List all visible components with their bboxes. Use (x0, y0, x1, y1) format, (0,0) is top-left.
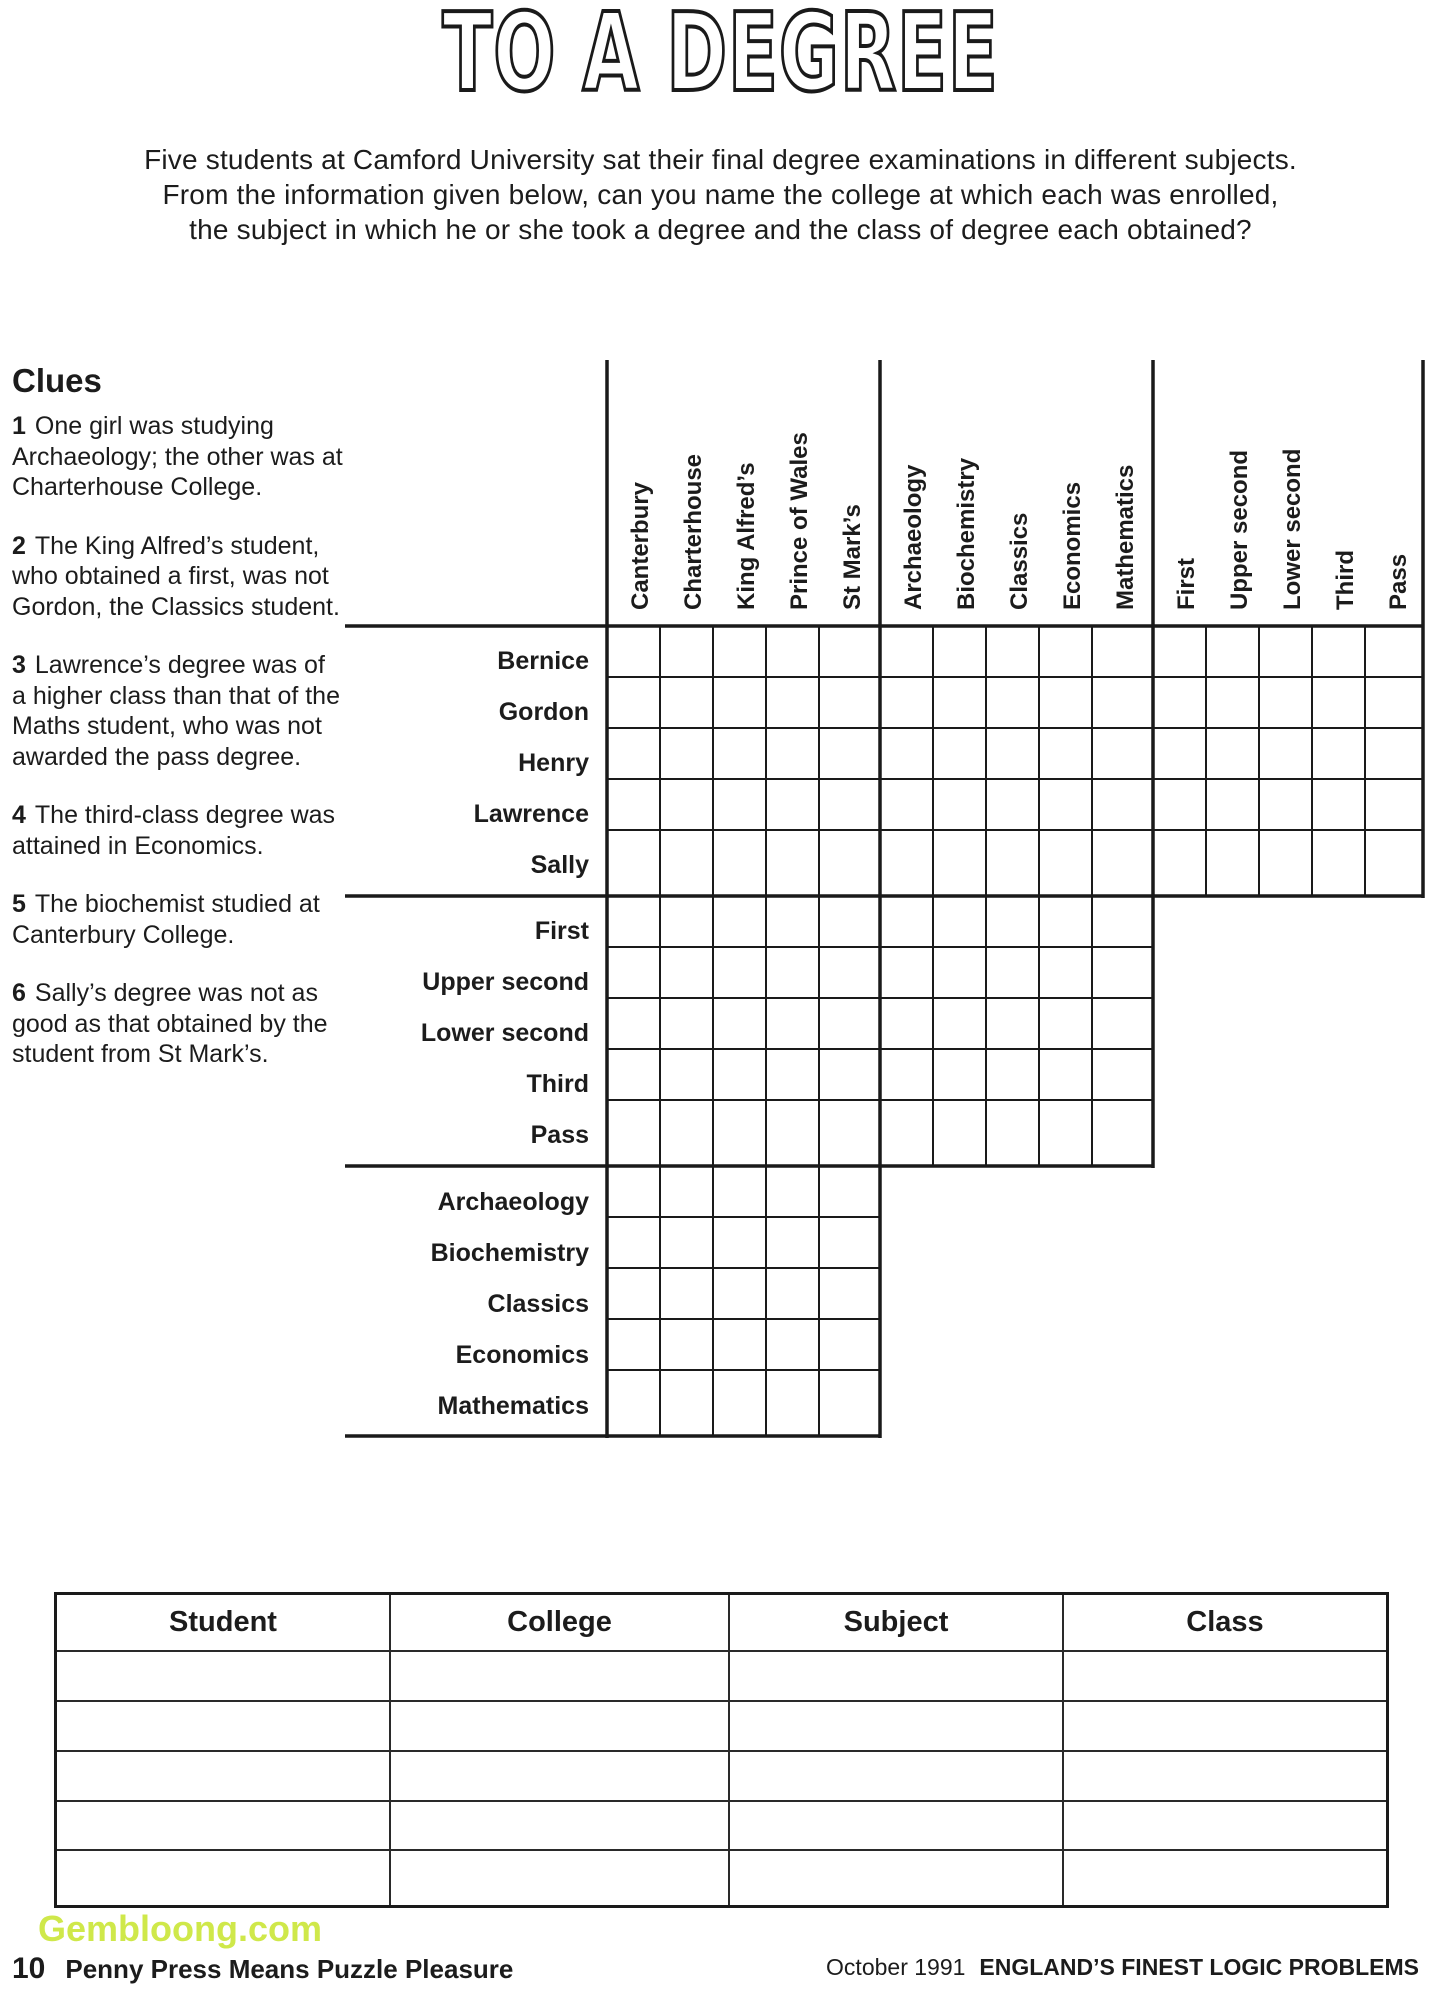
col-header-college: Canterbury (627, 481, 654, 610)
answer-cell[interactable] (1063, 1850, 1388, 1906)
col-header-subject: Economics (1059, 481, 1086, 610)
row-label-student: Henry (518, 749, 589, 777)
puzzle-title: TO A DEGREE (442, 0, 999, 116)
col-header-class: Upper second (1226, 449, 1253, 610)
page-number: 10 (12, 1952, 46, 1985)
answer-cell[interactable] (729, 1701, 1063, 1751)
row-label-subject: Classics (487, 1290, 589, 1318)
row-label-class: Lower second (420, 1019, 589, 1047)
answer-cell[interactable] (390, 1850, 729, 1906)
col-header-college: St Mark’s (839, 504, 866, 610)
answer-cell[interactable] (390, 1651, 729, 1701)
series-title: ENGLAND’S FINEST LOGIC PROBLEMS (979, 1954, 1419, 1980)
answer-cell[interactable] (1063, 1651, 1388, 1701)
clue-text: The biochemist studied at Canterbury College. (12, 890, 320, 949)
answer-cell[interactable] (56, 1751, 391, 1801)
answer-header: College (390, 1594, 729, 1652)
row-label-student: Gordon (498, 698, 589, 726)
answer-header: Class (1063, 1594, 1388, 1652)
row-label-subject: Archaeology (437, 1188, 589, 1216)
answer-cell[interactable] (1063, 1801, 1388, 1851)
intro-line: From the information given below, can you name the college at which each was enrolled, (162, 179, 1279, 210)
row-label-subject: Mathematics (437, 1392, 589, 1420)
col-header-subject: Archaeology (900, 464, 927, 610)
col-header-class: Lower second (1279, 448, 1306, 610)
clue-number: 2 (12, 531, 26, 560)
answer-cell[interactable] (390, 1701, 729, 1751)
footer-tagline: Penny Press Means Puzzle Pleasure (65, 1954, 514, 1984)
answer-cell[interactable] (1063, 1701, 1388, 1751)
answer-cell[interactable] (56, 1850, 391, 1906)
clues-heading: Clues (12, 362, 102, 399)
answer-cell[interactable] (56, 1801, 391, 1851)
clue-text: The third-class degree was attained in Economics. (12, 801, 336, 860)
footer-left (12, 1952, 513, 1986)
col-header-class: Pass (1385, 553, 1412, 610)
clue-text: One girl was studying Archaeology; the other was at Charterhouse College. (12, 412, 343, 501)
answer-cell[interactable] (729, 1751, 1063, 1801)
col-header-subject: Classics (1006, 512, 1033, 610)
clue-number: 5 (12, 890, 26, 918)
row-label-class: Third (526, 1070, 589, 1098)
col-header-subject: Biochemistry (953, 457, 980, 610)
answer-table (54, 1592, 1389, 1908)
intro-line: Five students at Camford University sat their final degree examinations in different subjects. (144, 144, 1297, 175)
answer-cell[interactable] (56, 1701, 391, 1751)
clue-number: 3 (12, 651, 26, 679)
clue-number: 1 (12, 412, 26, 440)
intro-line: the subject in which he or she took a degree and the class of degree each obtained? (189, 214, 1252, 245)
footer-right (826, 1954, 1419, 1981)
col-header-class: Third (1332, 550, 1359, 610)
answer-cell[interactable] (729, 1850, 1063, 1906)
issue-date: October 1991 (826, 1954, 966, 1980)
answer-row (56, 1801, 1388, 1851)
answer-header-row (56, 1594, 1388, 1652)
row-label-class: Pass (530, 1121, 589, 1149)
watermark-brand: Gembloong.com (38, 1908, 323, 1949)
answer-cell[interactable] (729, 1801, 1063, 1851)
answer-row (56, 1751, 1388, 1801)
clue-text: The King Alfred’s student, who obtained a first, was not Gordon, the Classics student. (12, 531, 340, 621)
answer-cell[interactable] (390, 1751, 729, 1801)
col-header-college: King Alfred’s (733, 462, 760, 610)
row-label-subject: Economics (455, 1341, 589, 1369)
clue-text: Lawrence’s degree was of a higher class than that of the Maths student, who was not awarded the pass degree. (12, 651, 340, 771)
clue-number: 6 (12, 979, 26, 1007)
answer-cell[interactable] (1063, 1751, 1388, 1801)
row-label-student: Lawrence (473, 800, 589, 828)
row-label-student: Sally (530, 851, 589, 879)
answer-cell[interactable] (390, 1801, 729, 1851)
row-label-subject: Biochemistry (430, 1239, 589, 1267)
answer-cell[interactable] (56, 1651, 391, 1701)
clue-text: Sally’s degree was not as good as that obtained by the student from St Mark’s. (12, 979, 328, 1068)
col-header-subject: Mathematics (1112, 464, 1139, 610)
row-label-student: Bernice (497, 647, 589, 675)
answer-row (56, 1651, 1388, 1701)
answer-header: Subject (729, 1594, 1063, 1652)
answer-cell[interactable] (729, 1651, 1063, 1701)
row-label-class: Upper second (422, 968, 589, 996)
answer-row (56, 1701, 1388, 1751)
clue-number: 4 (12, 801, 26, 829)
col-header-class: First (1173, 557, 1200, 610)
col-header-college: Prince of Wales (786, 432, 813, 610)
col-header-college: Charterhouse (680, 453, 707, 610)
answer-row (56, 1850, 1388, 1906)
row-label-class: First (534, 917, 589, 945)
grid-block-students (607, 626, 1423, 1436)
answer-header: Student (56, 1594, 391, 1652)
